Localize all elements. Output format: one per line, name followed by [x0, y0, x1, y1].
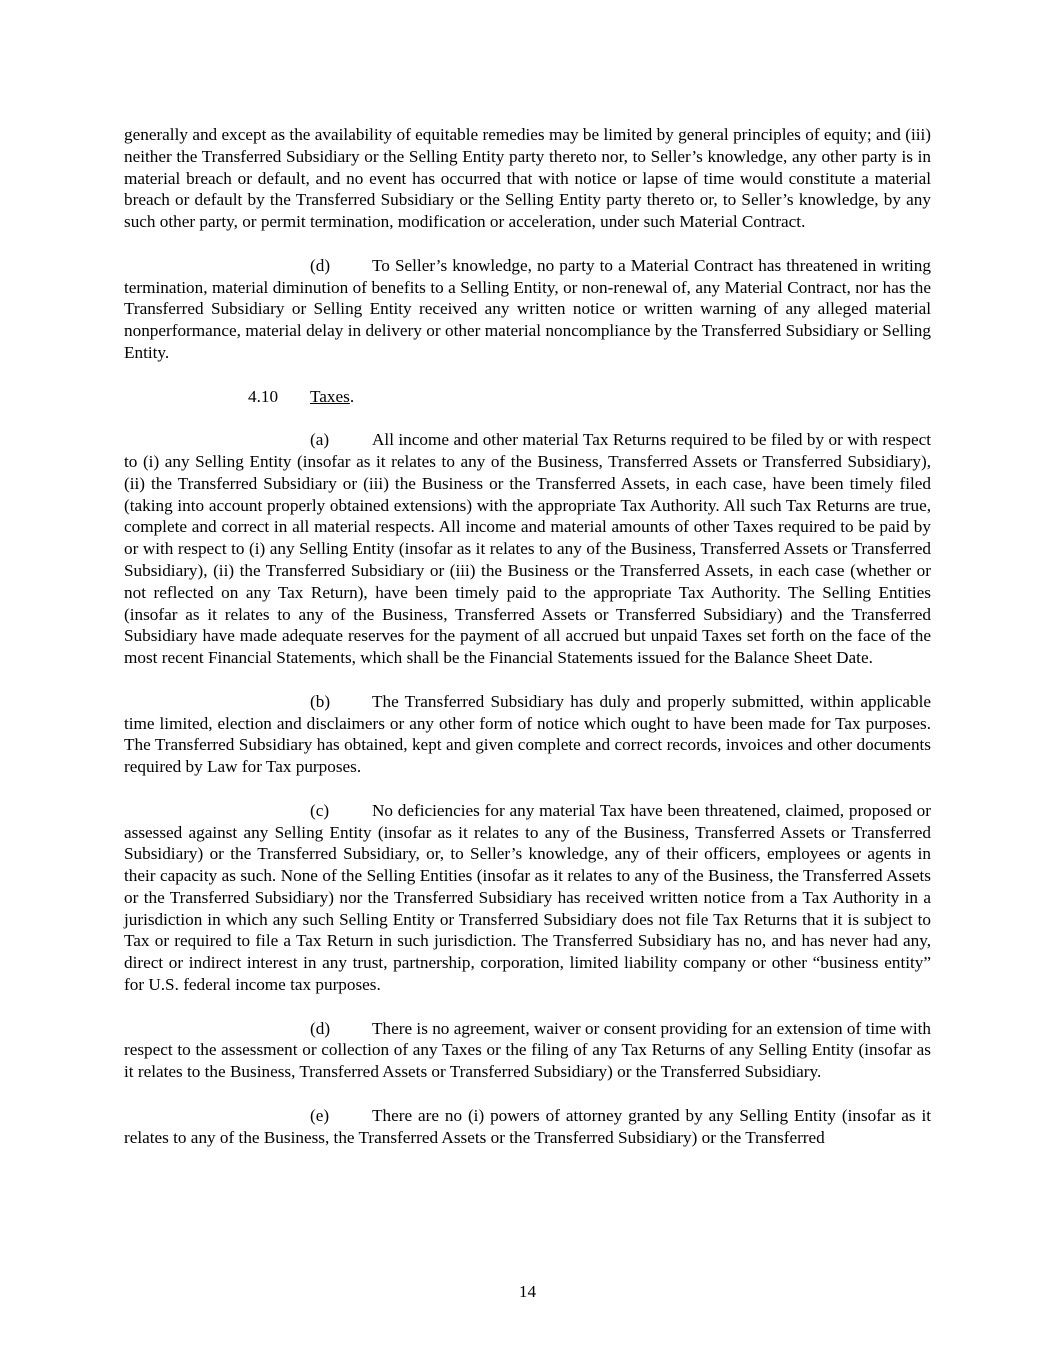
paragraph-d-material-contract — [124, 255, 931, 364]
section-title-period: . — [349, 386, 355, 406]
paragraph-label: (c) — [310, 800, 330, 820]
paragraph-c-deficiencies — [124, 800, 931, 996]
paragraph-label: (d) — [310, 1018, 331, 1038]
paragraph-d-extensions — [124, 1018, 931, 1083]
continuation-paragraph: generally and except as the availability of equitable remedies may be limited by general principles of equity; and (iii) neither the Transferred Subsidiary or the Selling Entity party thereto nor, to Seller’s knowledge, any other party is in material breach or default, and no event has occurred that with notice or lapse of time would constitute a material breach or default by the Transferred Subsidiary or the Selling Entity party thereto or, to Seller’s knowledge, by any such other party, or permit termination, modification or acceleration, under such Material Contract. — [124, 125, 931, 232]
paragraph-b-elections — [124, 691, 931, 778]
page-number: 14 — [518, 1282, 537, 1301]
section-heading-taxes — [248, 386, 931, 408]
section-title: Taxes — [310, 386, 350, 406]
paragraph-label: (d) — [310, 255, 331, 275]
paragraph-label: (e) — [310, 1105, 330, 1125]
paragraph-text: There is no agreement, waiver or consent providing for an extension of time with respect to the assessment or collection of any Taxes or the filing of any Tax Returns of any Selling Entity (insofar as it relates to the Business, Transferred Assets or Transferred Subsidiary) or the Transferred Subsidiary. — [124, 1018, 931, 1082]
section-number: 4.10 — [248, 386, 279, 406]
paragraph-text: The Transferred Subsidiary has duly and properly submitted, within applicable time limited, election and disclaimers or any other form of notice which ought to have been made for Tax purposes. The Transferred Subsidiary has obtained, kept and given complete and correct records, invoices and other documents required by Law for Tax purposes. — [124, 691, 931, 777]
paragraph-text: All income and other material Tax Returns required to be filed by or with respect to (i) any Selling Entity (insofar as it relates to any of the Business, Transferred Assets or Transferred Subsidiary), (ii) the Transferred Subsidiary or (iii) the Business or the Transferred Assets, in each case, have been timely filed (taking into account properly obtained extensions) with the appropriate Tax Authority. All such Tax Returns are true, complete and correct in all material respects. All income and material amounts of other Taxes required to be paid by or with respect to (i) any Selling Entity (insofar as it relates to any of the Business, Transferred Assets or Transferred Subsidiary), (ii) the Transferred Subsidiary or (iii) the Business or the Transferred Assets, in each case (whether or not reflected on any Tax Return), have been timely paid to the appropriate Tax Authority. The Selling Entities (insofar as it relates to any of the Business, Transferred Assets or Transferred Subsidiary) and the Transferred Subsidiary have made adequate reserves for the payment of all accrued but unpaid Taxes set forth on the face of the most recent Financial Statements, which shall be the Financial Statements issued for the Balance Sheet Date. — [124, 430, 931, 668]
paragraph-a-tax-returns — [124, 429, 931, 669]
paragraph-label: (b) — [310, 691, 331, 711]
paragraph-text: There are no (i) powers of attorney granted by any Selling Entity (insofar as it relates to any of the Business, the Transferred Assets or the Transferred Subsidiary) or the Transferred — [124, 1105, 931, 1147]
paragraph-text: To Seller’s knowledge, no party to a Material Contract has threatened in writing termination, material diminution of benefits to a Selling Entity, or non-renewal of, any Material Contract, nor has the Transferred Subsidiary or Selling Entity received any written notice or written warning of any alleged material nonperformance, material delay in delivery or other material noncompliance by the Transferred Subsidiary or Selling Entity. — [124, 255, 931, 362]
paragraph-label: (a) — [310, 430, 330, 450]
paragraph-e-powers-of-attorney — [124, 1105, 931, 1149]
document-body — [124, 124, 931, 1170]
paragraph-text: No deficiencies for any material Tax have been threatened, claimed, proposed or assessed against any Selling Entity (insofar as it relates to any of the Business, Transferred Assets or Transferred Subsidiary) or the Transferred Subsidiary, or, to Seller’s knowledge, any of their officers, employees or agents in their capacity as such. None of the Selling Entities (insofar as it relates to any of the Business, the Transferred Assets or the Transferred Subsidiary) nor the Transferred Subsidiary has received written notice from a Tax Authority in a jurisdiction in which any such Selling Entity or Transferred Subsidiary does not file Tax Returns that it is subject to Tax or required to file a Tax Return in such jurisdiction. The Transferred Subsidiary has no, and has never had any, direct or indirect interest in any trust, partnership, corporation, limited liability company or other “business entity” for U.S. federal income tax purposes. — [124, 800, 931, 995]
